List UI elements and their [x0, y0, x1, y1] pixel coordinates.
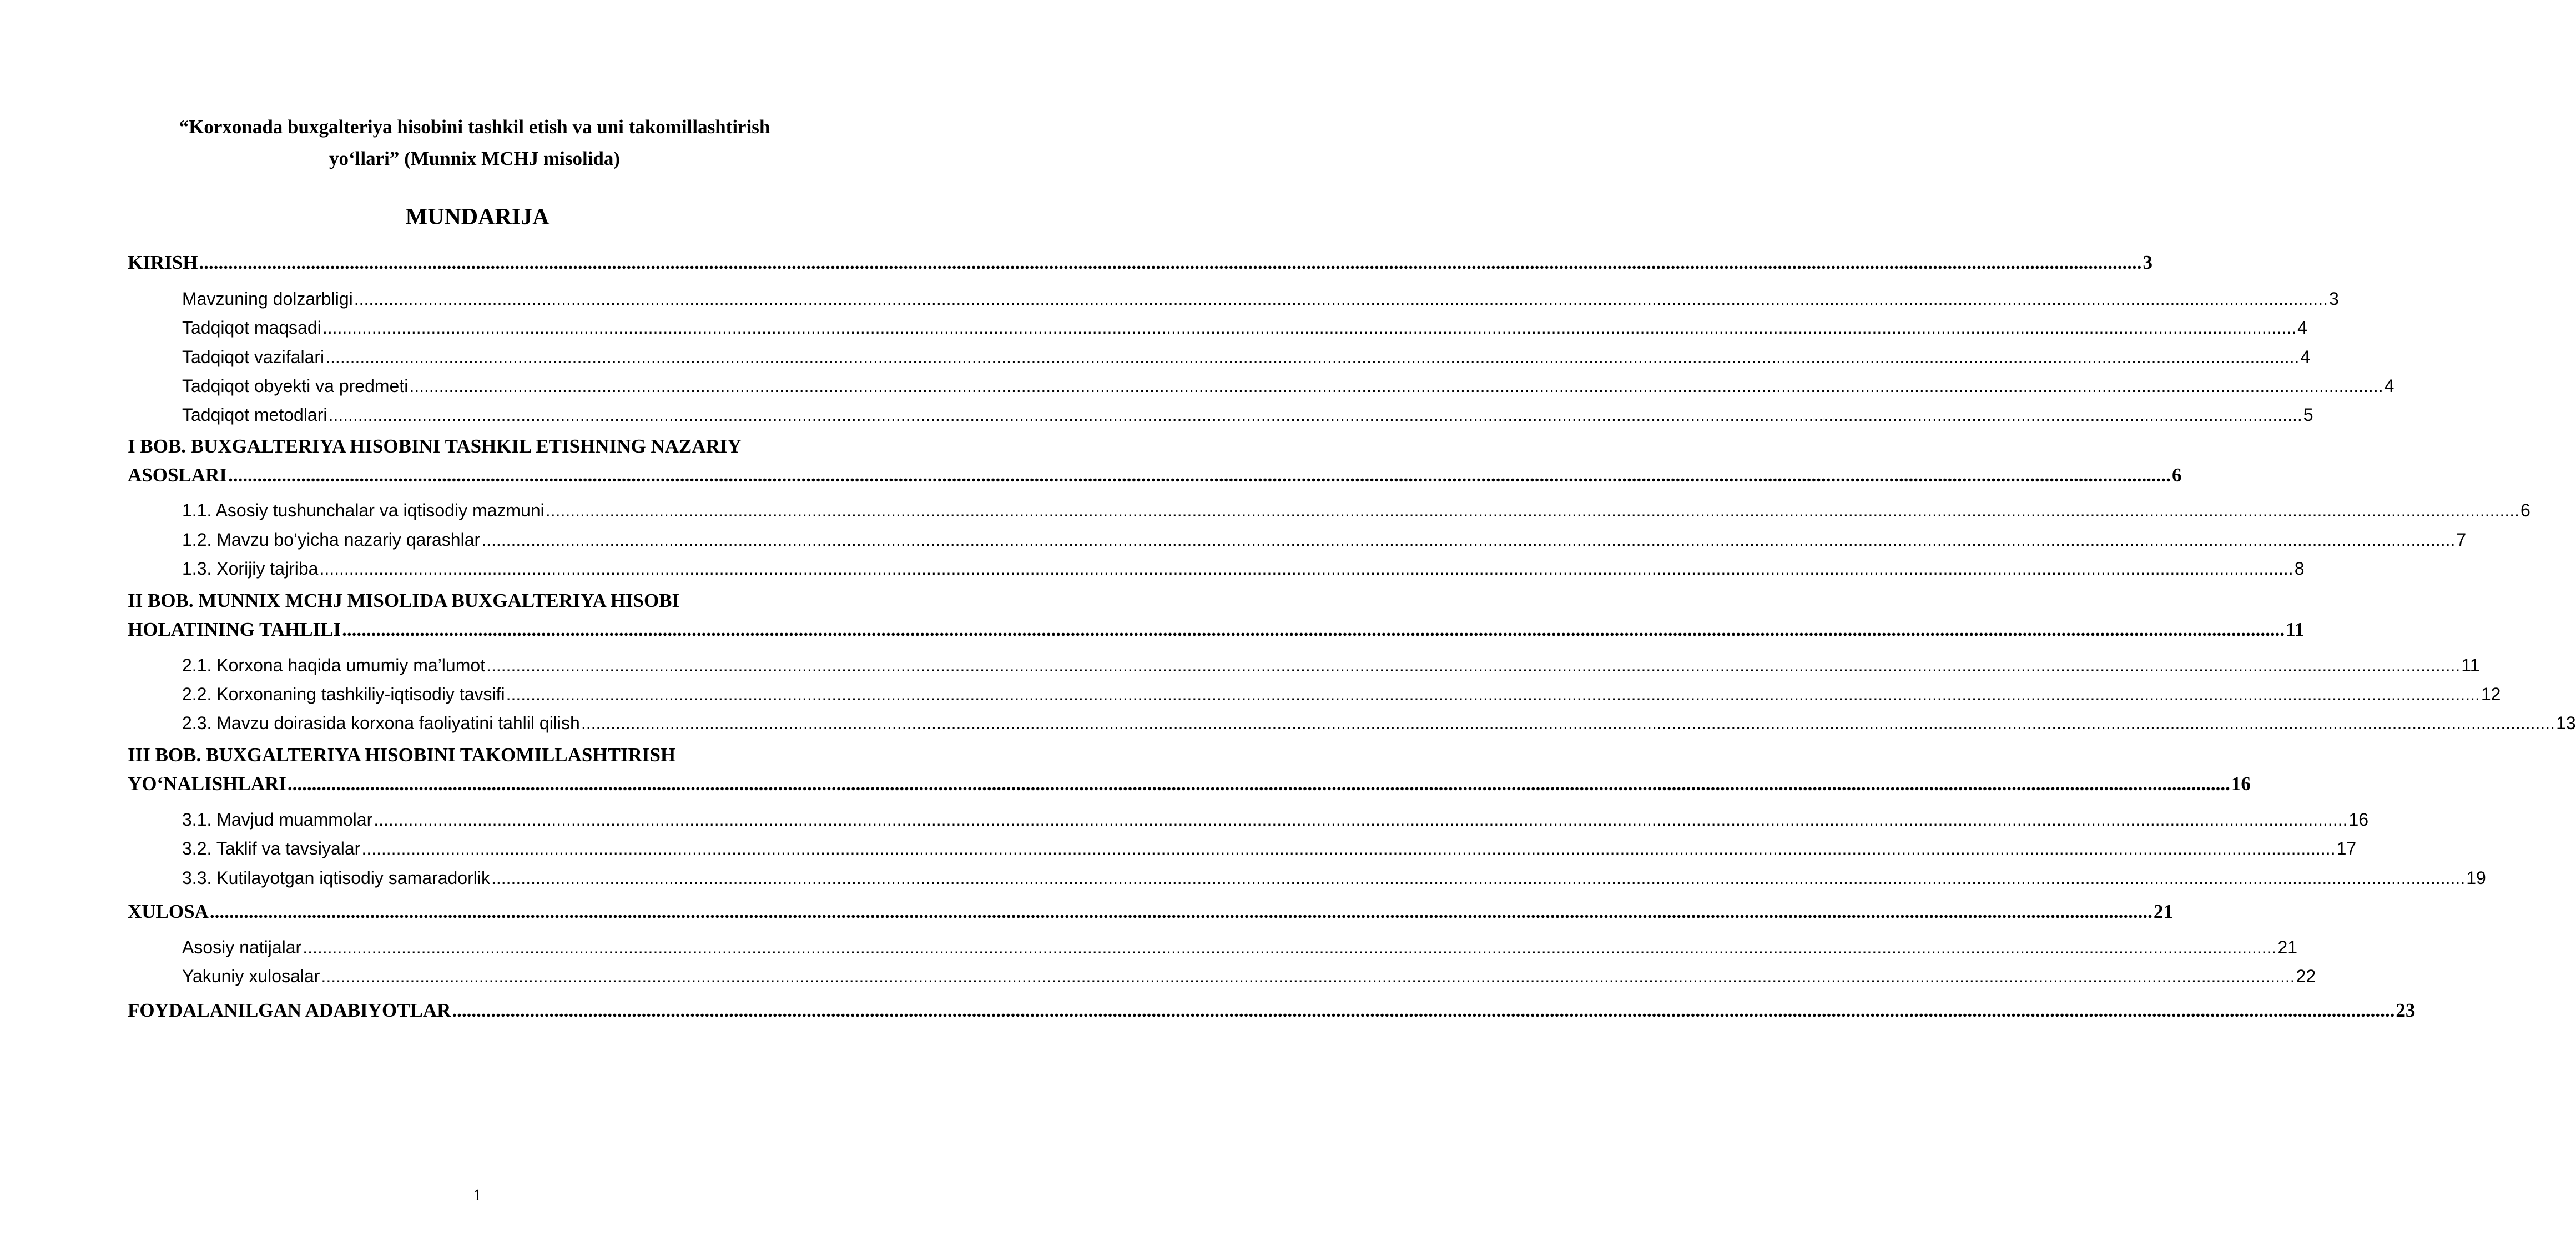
- toc-page-number: 12: [2481, 684, 2501, 704]
- toc-entry-label: Yakuniy xulosalar: [182, 966, 320, 986]
- leader-dots: ................................................................................................................................................................................................................................................................................................................................................................................................................: [228, 464, 2171, 486]
- toc-page-number: 8: [2294, 559, 2305, 579]
- toc-chapter-title-line: II BOB. MUNNIX MCHJ MISOLIDA BUXGALTERIYA HISOBI: [128, 590, 680, 611]
- document-title: “Korxonada buxgalteriya hisobini tashkil etish va uni takomillashtirish yo‘llari” (Munnix MCHJ misolida): [179, 116, 770, 169]
- toc-heading: MUNDARIJA: [405, 204, 550, 230]
- toc-entry-label: Asosiy natijalar: [182, 937, 302, 957]
- leader-dots: ................................................................................................................................................................................................................................................................................................................................................................................................................: [328, 405, 2302, 425]
- toc-entry-label: ASOSLARI: [128, 464, 227, 486]
- toc-page-number: 5: [2303, 405, 2313, 425]
- toc-entry[interactable]: [182, 867, 2486, 889]
- toc-entry[interactable]: [182, 404, 2313, 426]
- toc-entry[interactable]: [182, 808, 2369, 831]
- toc-page-number: 19: [2466, 868, 2486, 888]
- leader-dots: ................................................................................................................................................................................................................................................................................................................................................................................................................: [325, 347, 2300, 367]
- leader-dots: ................................................................................................................................................................................................................................................................................................................................................................................................................: [287, 773, 2230, 795]
- toc-entry-label: Tadqiqot vazifalari: [182, 347, 325, 367]
- leader-dots: ................................................................................................................................................................................................................................................................................................................................................................................................................: [374, 810, 2348, 830]
- toc-page-number: 6: [2171, 464, 2182, 486]
- leader-dots: ................................................................................................................................................................................................................................................................................................................................................................................................................: [342, 619, 2285, 640]
- toc-page-number: 16: [2348, 810, 2369, 830]
- toc-page-number: 16: [2231, 773, 2251, 795]
- page-number: 1: [473, 1186, 482, 1204]
- toc-entry[interactable]: [128, 464, 2182, 486]
- toc-entry-label: KIRISH: [128, 252, 198, 273]
- toc-entry-label: Tadqiqot metodlari: [182, 405, 327, 425]
- leader-dots: ................................................................................................................................................................................................................................................................................................................................................................................................................: [545, 500, 2520, 520]
- toc-page-number: 3: [2143, 252, 2152, 273]
- leader-dots: ................................................................................................................................................................................................................................................................................................................................................................................................................: [361, 838, 2336, 858]
- toc-entry-label: 3.3. Kutilayotgan iqtisodiy samaradorlik: [182, 868, 490, 888]
- toc-entry-references[interactable]: [128, 999, 2416, 1022]
- toc-entry-label: 3.1. Mavjud muammolar: [182, 810, 373, 830]
- toc-page-number: 7: [2456, 530, 2467, 550]
- toc-entry-label: HOLATINING TAHLILI: [128, 619, 341, 640]
- toc-entry-label: Mavzuning dolzarbligi: [182, 289, 353, 309]
- leader-dots: ................................................................................................................................................................................................................................................................................................................................................................................................................: [481, 530, 2456, 550]
- toc-page-number: 4: [2297, 318, 2307, 338]
- leader-dots: ................................................................................................................................................................................................................................................................................................................................................................................................................: [452, 999, 2395, 1021]
- leader-dots: ................................................................................................................................................................................................................................................................................................................................................................................................................: [199, 252, 2142, 273]
- leader-dots: ................................................................................................................................................................................................................................................................................................................................................................................................................: [491, 868, 2466, 888]
- toc-entry-label: Tadqiqot obyekti va predmeti: [182, 376, 409, 396]
- toc-entry[interactable]: [182, 936, 2298, 958]
- toc-entry[interactable]: [182, 557, 2305, 580]
- toc-entry[interactable]: [182, 499, 2530, 521]
- leader-dots: ................................................................................................................................................................................................................................................................................................................................................................................................................: [322, 318, 2297, 338]
- toc-entry-xulosa[interactable]: [128, 901, 2173, 923]
- toc-entry-label: 1.3. Xorijiy tajriba: [182, 559, 319, 579]
- toc-entry[interactable]: [128, 773, 2251, 795]
- toc-entry[interactable]: [182, 346, 2311, 368]
- toc-page-number: 21: [2277, 937, 2298, 957]
- leader-dots: ................................................................................................................................................................................................................................................................................................................................................................................................................: [209, 901, 2152, 922]
- toc-entry-label: XULOSA: [128, 901, 209, 922]
- toc-page-number: 6: [2520, 500, 2530, 520]
- toc-entry[interactable]: [182, 683, 2501, 705]
- toc-chapter-title-line: III BOB. BUXGALTERIYA HISOBINI TAKOMILLASHTIRISH: [128, 744, 676, 766]
- toc-chapter-title-line: I BOB. BUXGALTERIYA HISOBINI TASHKIL ETISHNING NAZARIY: [128, 435, 742, 457]
- toc-page-number: 22: [2296, 966, 2316, 986]
- leader-dots: ................................................................................................................................................................................................................................................................................................................................................................................................................: [506, 684, 2480, 704]
- toc-entry[interactable]: [182, 316, 2307, 339]
- toc-page-number: 4: [2300, 347, 2311, 367]
- toc-entry-kirish[interactable]: [128, 252, 2152, 274]
- leader-dots: ................................................................................................................................................................................................................................................................................................................................................................................................................: [486, 655, 2461, 675]
- toc-page-number: 23: [2396, 999, 2416, 1021]
- toc-page-number: 21: [2153, 901, 2173, 922]
- toc-entry[interactable]: [182, 529, 2467, 551]
- toc-entry[interactable]: [128, 619, 2305, 641]
- toc-entry-label: 1.1. Asosiy tushunchalar va iqtisodiy mazmuni: [182, 500, 545, 520]
- toc-entry[interactable]: [182, 965, 2316, 987]
- toc-entry[interactable]: [182, 375, 2394, 397]
- toc-entry[interactable]: [182, 712, 2576, 734]
- toc-entry-label: 2.2. Korxonaning tashkiliy-iqtisodiy tavsifi: [182, 684, 505, 704]
- toc-page-number: 4: [2384, 376, 2394, 396]
- leader-dots: ................................................................................................................................................................................................................................................................................................................................................................................................................: [321, 966, 2295, 986]
- toc-entry-label: YO‘NALISHLARI: [128, 773, 286, 795]
- leader-dots: ................................................................................................................................................................................................................................................................................................................................................................................................................: [409, 376, 2383, 396]
- toc-page-number: 3: [2328, 289, 2339, 309]
- toc-page-number: 13: [2556, 713, 2576, 733]
- toc-entry-label: 3.2. Taklif va tavsiyalar: [182, 838, 361, 858]
- toc-entry[interactable]: [182, 288, 2339, 310]
- toc-page-number: 11: [2461, 655, 2480, 675]
- toc-entry-label: Tadqiqot maqsadi: [182, 318, 321, 338]
- leader-dots: ................................................................................................................................................................................................................................................................................................................................................................................................................: [303, 937, 2277, 957]
- toc-entry-label: FOYDALANILGAN ADABIYOTLAR: [128, 999, 451, 1021]
- toc-entry[interactable]: [182, 654, 2480, 676]
- toc-entry-label: 1.2. Mavzu bo‘yicha nazariy qarashlar: [182, 530, 481, 550]
- leader-dots: ................................................................................................................................................................................................................................................................................................................................................................................................................: [581, 713, 2555, 733]
- toc-entry-label: 2.3. Mavzu doirasida korxona faoliyatini tahlil qilish: [182, 713, 580, 733]
- leader-dots: ................................................................................................................................................................................................................................................................................................................................................................................................................: [319, 559, 2293, 579]
- toc-entry-label: 2.1. Korxona haqida umumiy ma’lumot: [182, 655, 486, 675]
- toc-entry[interactable]: [182, 837, 2357, 860]
- toc-page-number: 17: [2336, 838, 2357, 858]
- leader-dots: ................................................................................................................................................................................................................................................................................................................................................................................................................: [354, 289, 2328, 309]
- toc-page-number: 11: [2286, 619, 2305, 640]
